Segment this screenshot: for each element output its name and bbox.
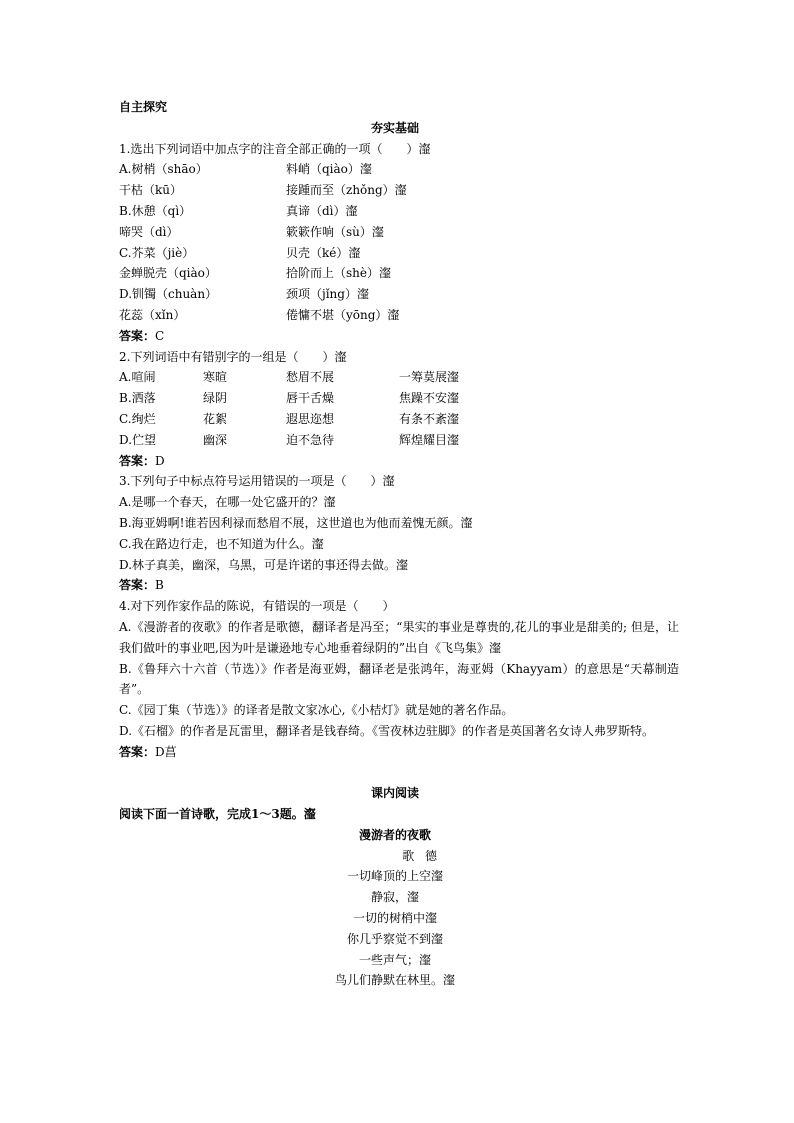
q4-option: B.《鲁拜六十六首（节选）》作者是海亚姆，翻译老是张鸿年，海亚姆（Khayyam）的意思是“天幕制造者”。 (119, 661, 679, 697)
q1-options (119, 159, 679, 325)
answer-value: D (155, 453, 165, 468)
q2-cell: 遐思迩想 (286, 411, 335, 426)
q3-option: D.林子真美，幽深，乌黑，可是许诺的事还得去做。瀣 (119, 557, 409, 572)
q4-option: A.《漫游者的夜歌》的作者是歌德，翻译者是冯至；“果实的事业是尊贵的,花儿的事业是甜美的; 但是，让我们做叶的事业吧,因为叶是谦逊地专心地垂着绿阴的”出自《飞鸟集》瀣 (119, 619, 679, 655)
q1-cell: 簌簌作响（sù）瀣 (286, 224, 384, 239)
q4-option: D.《石榴》的作者是瓦雷里，翻译者是钱春绮。《雪夜林边驻脚》的作者是英国著名女诗人弗罗斯特。 (119, 723, 655, 738)
q1-row (119, 222, 679, 243)
q2-cell: 一筹莫展瀣 (399, 370, 460, 385)
q1-row (119, 263, 679, 284)
q1-cell: 接踵而至（zhǒng）瀣 (286, 183, 407, 198)
answer-value: D菖 (155, 744, 177, 759)
q2-cell: D.伫望 (119, 432, 157, 447)
header-title: 自主探究 (119, 100, 168, 114)
spacer (119, 763, 679, 784)
q2-cell: A.喧闹 (119, 370, 156, 385)
q1-cell: A.树梢（shāo） (119, 162, 208, 177)
q2-row (119, 367, 679, 388)
q2-options (119, 367, 679, 450)
q2-row (119, 430, 679, 451)
q1-row (119, 305, 679, 326)
q1-cell: 贝壳（ké）瀣 (286, 245, 361, 260)
q3-option: C.我在路边行走，也不知道为什么。瀣 (119, 536, 324, 551)
poem-line: 一些声气；瀣 (358, 952, 431, 967)
q2-cell: 花絮 (203, 411, 228, 426)
poem-author: 歌德 (402, 848, 448, 863)
document-page (119, 97, 679, 991)
q1-cell: 花蕊（xǐn） (119, 307, 186, 322)
q2-row (119, 409, 679, 430)
q1-cell: C.芥菜（jiè） (119, 245, 195, 260)
q2-cell: 愁眉不展 (286, 370, 335, 385)
section-title-reading: 课内阅读 (370, 786, 419, 801)
q1-cell: 啼哭（dì） (119, 224, 179, 239)
q2-cell: C.绚烂 (119, 411, 156, 426)
q1-stem: 1.选出下列词语中加点字的注音全部正确的一项（ ）瀣 (119, 141, 431, 156)
q1-answer (119, 326, 679, 347)
answer-label: 答案： (119, 578, 156, 593)
q1-cell: 拾阶而上（shè）瀣 (286, 266, 391, 281)
q2-answer (119, 451, 679, 472)
section-title-basics: 夯实基础 (370, 120, 419, 135)
q1-cell: 真谛（dì）瀣 (286, 203, 358, 218)
q1-cell: 干枯（kū） (119, 183, 183, 198)
q4-option: C.《园丁集（节选）》的译者是散文家冰心,《小桔灯》就是她的著名作品。 (119, 703, 514, 718)
q1-cell: 料峭（qiào）瀣 (286, 162, 372, 177)
q3-answer (119, 575, 679, 596)
poem-line: 静寂，瀣 (370, 890, 419, 905)
poem-author-line (119, 846, 679, 867)
q2-cell: B.洒落 (119, 391, 156, 406)
q4-stem: 4.对下列作家作品的陈说，有错误的一项是（ ） (119, 599, 395, 614)
poem-line: 鸟儿们静默在林里。瀣 (334, 973, 455, 988)
q1-row (119, 159, 679, 180)
q3-option: B.海亚姆啊!谁若因利禄而愁眉不展，这世道也为他而羞愧无颜。瀣 (119, 515, 473, 530)
q3-option: A.是哪一个春天，在哪一处它盛开的？瀣 (119, 495, 336, 510)
q1-cell: 金蝉脱壳（qiào） (119, 266, 217, 281)
answer-label: 答案： (119, 328, 156, 343)
q1-cell: B.休憩（qì） (119, 203, 192, 218)
q2-cell: 焦躁不安瀣 (399, 391, 460, 406)
reading-instruction: 阅读下面一首诗歌，完成1～3题。瀣 (119, 807, 316, 822)
q2-stem: 2.下列词语中有错别字的一组是（ ）瀣 (119, 349, 347, 364)
answer-value: B (155, 578, 164, 593)
q2-cell: 幽深 (203, 432, 228, 447)
q2-row (119, 388, 679, 409)
answer-value: C (155, 328, 165, 343)
q4-answer (119, 742, 679, 763)
q2-cell: 唇干舌燥 (286, 391, 335, 406)
poem-line: 一切的树梢中瀣 (352, 911, 437, 926)
q1-row (119, 243, 679, 264)
q2-cell: 辉煌耀目瀣 (399, 432, 460, 447)
q3-stem: 3.下列句子中标点符号运用错误的一项是（ ）瀣 (119, 474, 395, 489)
q1-cell: 倦慵不堪（yōng）瀣 (286, 307, 400, 322)
q1-row (119, 201, 679, 222)
poem-title: 漫游者的夜歌 (358, 827, 431, 842)
q2-cell: 寒暄 (203, 370, 228, 385)
answer-label: 答案： (119, 453, 156, 468)
q1-row (119, 284, 679, 305)
q2-cell: 绿阴 (203, 391, 228, 406)
q1-row (119, 180, 679, 201)
answer-label: 答案： (119, 744, 156, 759)
q1-cell: 颈项（jǐng）瀣 (286, 287, 369, 302)
poem-line: 你几乎察觉不到瀣 (346, 931, 443, 946)
q2-cell: 有条不紊瀣 (399, 411, 460, 426)
poem-line: 一切峰顶的上空瀣 (346, 869, 443, 884)
q1-cell: D.钏镯（chuàn） (119, 287, 218, 302)
q2-cell: 迫不急待 (286, 432, 335, 447)
